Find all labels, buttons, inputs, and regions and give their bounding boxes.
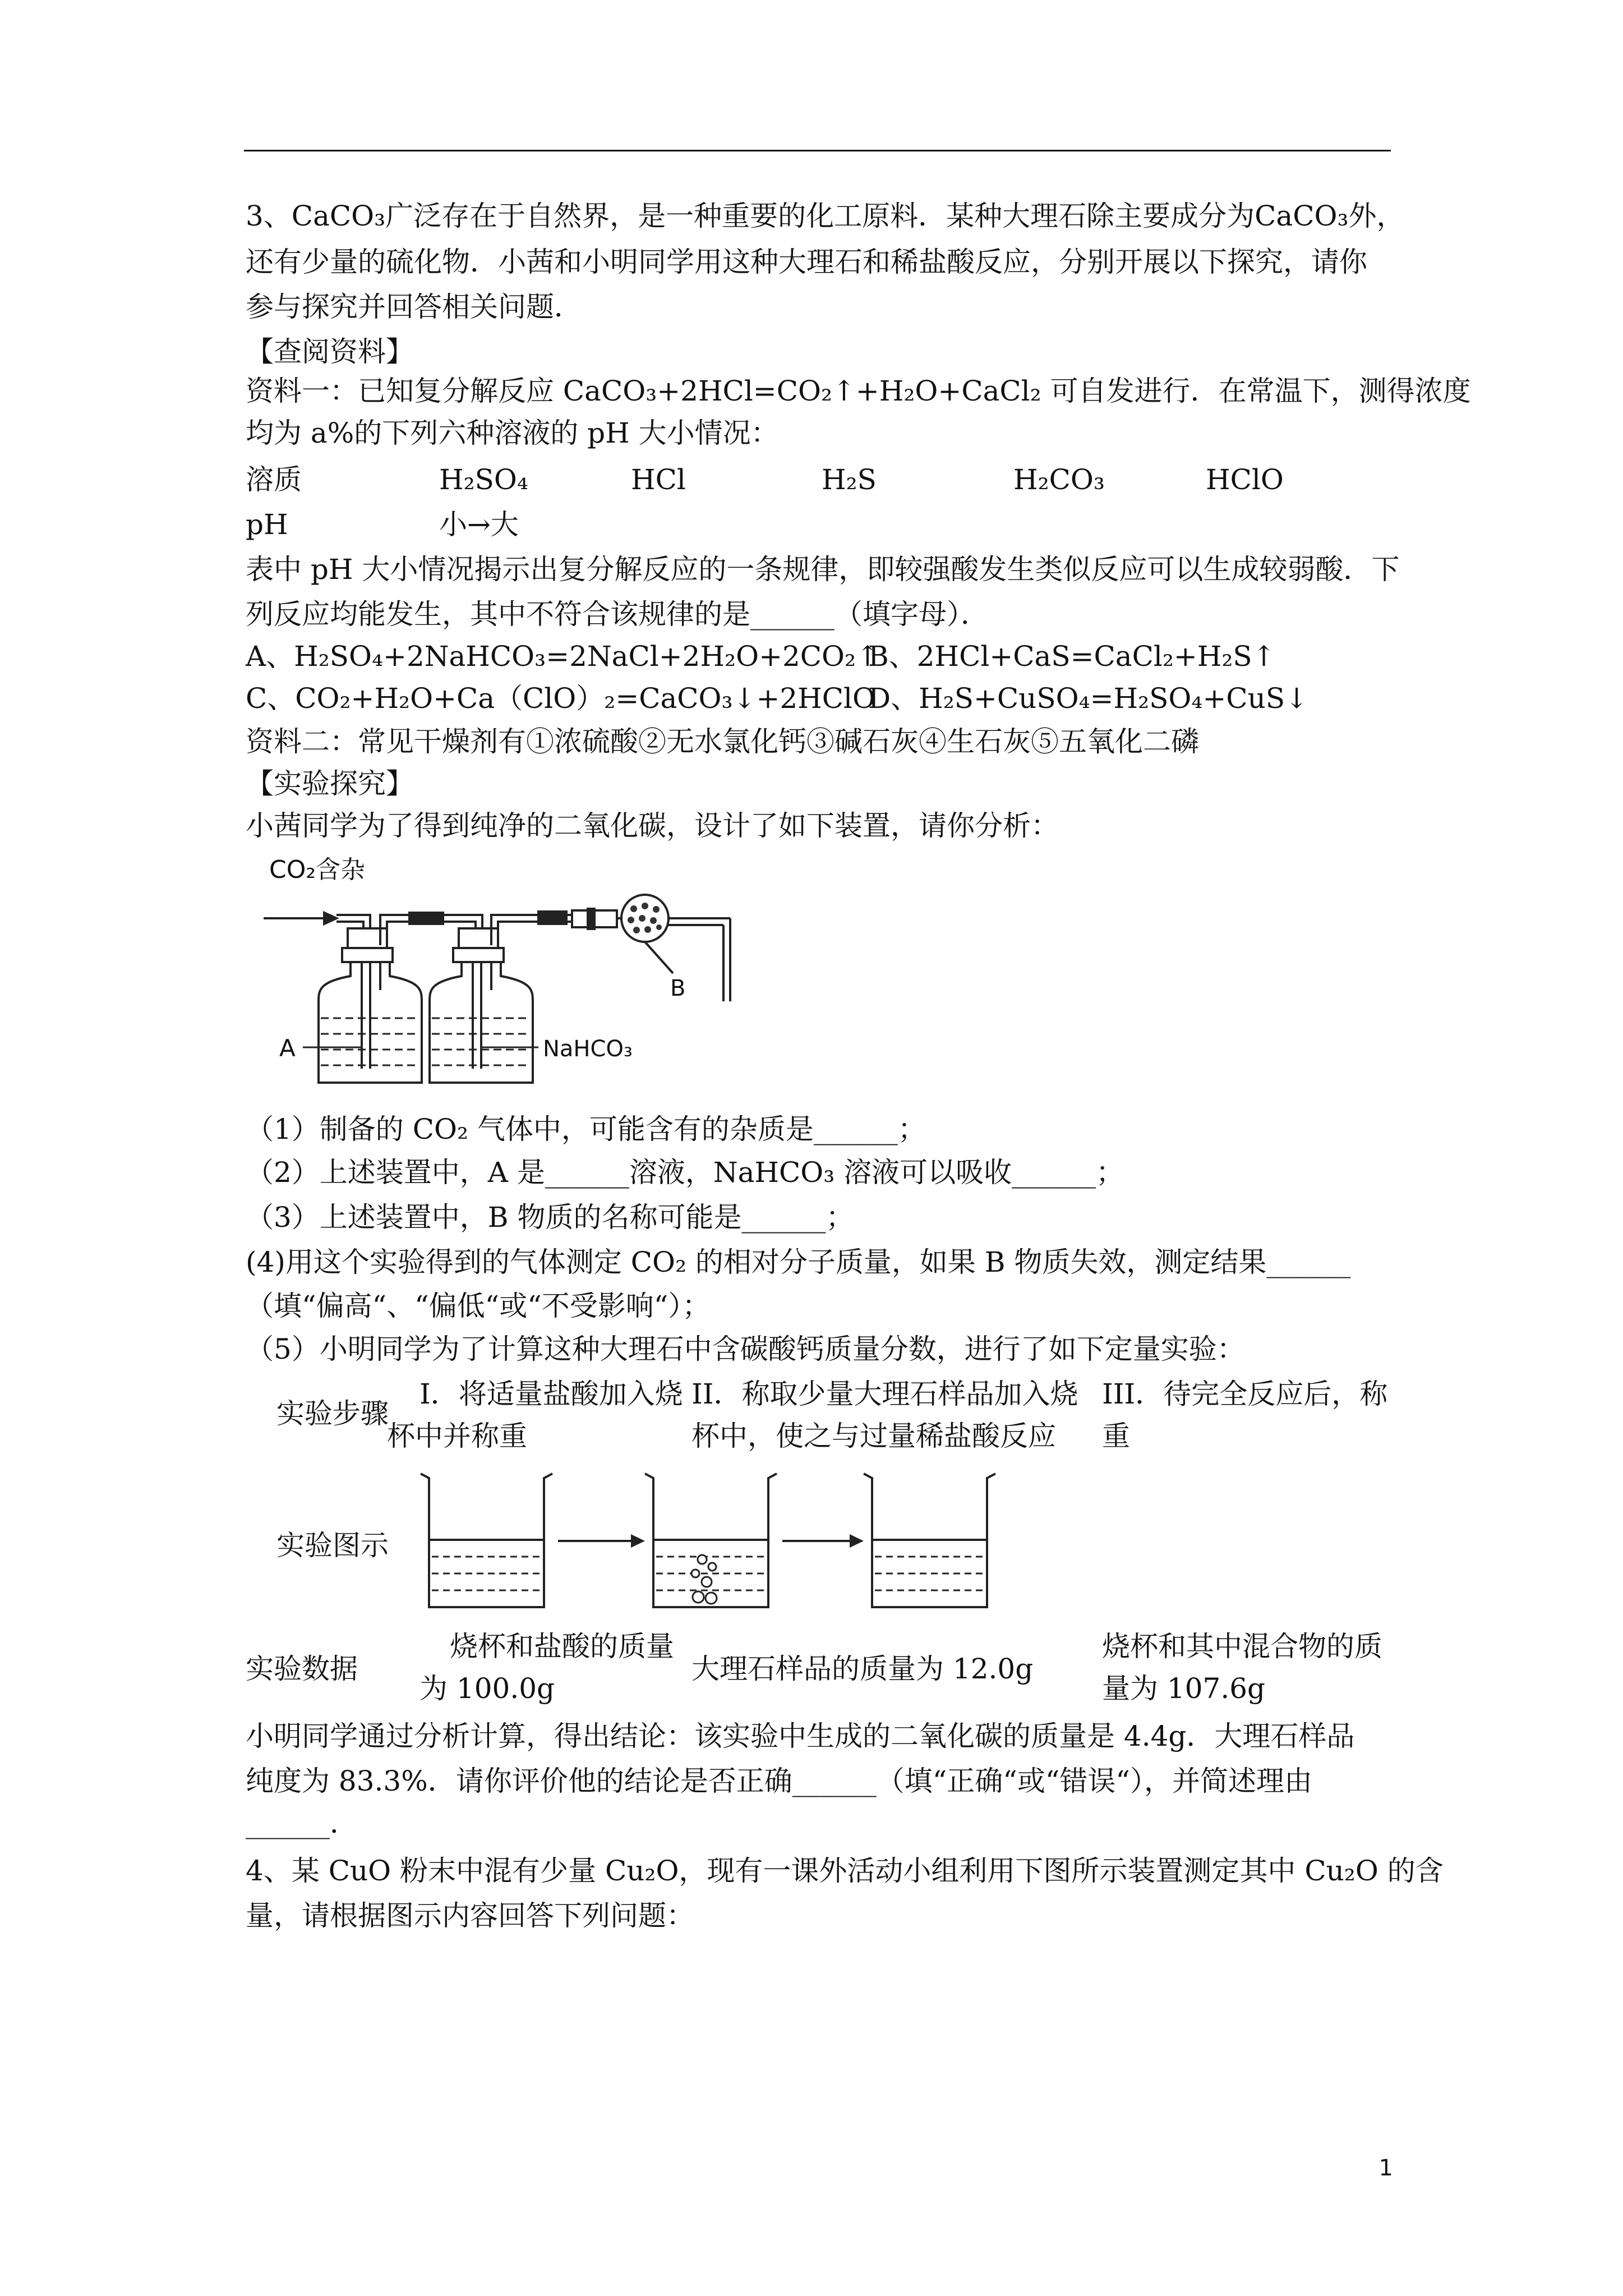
rule-line-1: 表中 pH 大小情况揭示出复分解反应的一条规律，即较强酸发生类似反应可以生成较弱酸．下 bbox=[246, 553, 1400, 586]
label-b: B bbox=[670, 976, 686, 1001]
table-solute-2: HCl bbox=[631, 463, 686, 496]
purification-apparatus-figure bbox=[258, 855, 819, 1102]
data-1-line-2: 为 100.0g bbox=[419, 1672, 555, 1705]
table-solute-4: H₂CO₃ bbox=[1013, 463, 1105, 496]
steps-row-label: 实验步骤 bbox=[276, 1397, 389, 1430]
q3-intro-line-2: 还有少量的硫化物．小茜和小明同学用这种大理石和稀盐酸反应，分别开展以下探究，请你 bbox=[246, 246, 1367, 278]
section-heading-experiment: 【实验探究】 bbox=[246, 767, 414, 800]
subquestion-5: （5）小明同学为了计算这种大理石中含碳酸钙质量分数，进行了如下定量实验： bbox=[246, 1333, 1245, 1365]
beaker-sequence-figure bbox=[415, 1467, 1234, 1613]
conclusion-line-2: 纯度为 83.3%．请你评价他的结论是否正确______（填“正确“或“错误“），并简述理由 bbox=[246, 1765, 1312, 1797]
rule-line-2: 列反应均能发生，其中不符合该规律的是______（填字母）． bbox=[246, 598, 989, 631]
experiment-intro: 小茜同学为了得到纯净的二氧化碳，设计了如下装置，请你分析： bbox=[246, 809, 1059, 842]
subquestion-4-line-2: （填“偏高“、“偏低“或“不受影响“）； bbox=[246, 1290, 711, 1322]
step-3-line-1: III．待完全反应后，称 bbox=[1102, 1378, 1388, 1410]
subquestion-4-line-1: (4)用这个实验得到的气体测定 CO₂ 的相对分子质量，如果 B 物质失效，测定结果______ bbox=[246, 1246, 1351, 1278]
q3-intro-line-1: 3、CaCO₃广泛存在于自然界，是一种重要的化工原料．某种大理石除主要成分为CaCO₃外， bbox=[246, 200, 1405, 232]
q4-line-2: 量，请根据图示内容回答下列问题： bbox=[246, 1899, 694, 1932]
step-2-line-1: II．称取少量大理石样品加入烧 bbox=[691, 1378, 1078, 1410]
subquestion-3: （3）上述装置中，B 物质的名称可能是______； bbox=[246, 1201, 854, 1234]
step-1-line-2: 杯中并称重 bbox=[387, 1420, 527, 1452]
section-heading-reference: 【查阅资料】 bbox=[246, 335, 414, 368]
data-1-line-1: 烧杯和盐酸的质量 bbox=[450, 1630, 674, 1663]
info2-line: 资料二：常见干燥剂有①浓硫酸②无水氯化钙③碱石灰④生石灰⑤五氧化二磷 bbox=[246, 725, 1199, 758]
step-1-line-1: I．将适量盐酸加入烧 bbox=[419, 1378, 683, 1410]
table-row-label-ph: pH bbox=[246, 508, 288, 541]
info1-line-1: 资料一：已知复分解反应 CaCO₃+2HCl=CO₂↑+H₂O+CaCl₂ 可自发进行．在常温下，测得浓度 bbox=[246, 375, 1471, 407]
conclusion-line-1: 小明同学通过分析计算，得出结论：该实验中生成的二氧化碳的质量是 4.4g．大理石样品 bbox=[246, 1720, 1355, 1752]
option-b: B、2HCl+CaS=CaCl₂+H₂S↑ bbox=[868, 640, 1276, 673]
q3-intro-line-3: 参与探究并回答相关问题． bbox=[246, 291, 582, 323]
table-solute-5: HClO bbox=[1206, 463, 1284, 496]
header-rule bbox=[244, 150, 1391, 151]
diagram-row-label: 实验图示 bbox=[276, 1529, 389, 1562]
option-d: D、H₂S+CuSO₄=H₂SO₄+CuS↓ bbox=[868, 682, 1308, 715]
label-nahco3: NaHCO₃ bbox=[543, 1036, 633, 1062]
subquestion-2: （2）上述装置中，A 是______溶液，NaHCO₃ 溶液可以吸收______； bbox=[246, 1156, 1124, 1189]
label-a: A bbox=[279, 1034, 296, 1062]
data-3-line-1: 烧杯和其中混合物的质 bbox=[1102, 1630, 1382, 1663]
data-2: 大理石样品的质量为 12.0g bbox=[691, 1653, 1034, 1685]
gas-inlet-label: CO₂含杂 bbox=[269, 855, 365, 884]
step-3-line-2: 重 bbox=[1102, 1420, 1130, 1452]
step-2-line-2: 杯中，使之与过量稀盐酸反应 bbox=[691, 1420, 1056, 1452]
subquestion-1: （1）制备的 CO₂ 气体中，可能含有的杂质是______； bbox=[246, 1113, 926, 1145]
table-solute-3: H₂S bbox=[822, 463, 877, 496]
page-number: 1 bbox=[1378, 2155, 1393, 2181]
info1-line-2: 均为 a%的下列六种溶液的 pH 大小情况： bbox=[246, 417, 779, 449]
option-a: A、H₂SO₄+2NaHCO₃=2NaCl+2H₂O+2CO₂↑ bbox=[246, 640, 879, 673]
table-solute-1: H₂SO₄ bbox=[439, 463, 528, 496]
q4-line-1: 4、某 CuO 粉末中混有少量 Cu₂O，现有一课外活动小组利用下图所示装置测定其中 Cu₂O 的含 bbox=[246, 1855, 1444, 1887]
table-row-label-solute: 溶质 bbox=[246, 463, 302, 496]
conclusion-line-3: ______． bbox=[246, 1807, 358, 1839]
data-3-line-2: 量为 107.6g bbox=[1102, 1672, 1266, 1705]
option-c: C、CO₂+H₂O+Ca（ClO）₂=CaCO₃↓+2HClO bbox=[246, 682, 876, 715]
data-row-label: 实验数据 bbox=[246, 1653, 358, 1685]
table-ph-trend: 小→大 bbox=[439, 508, 519, 541]
